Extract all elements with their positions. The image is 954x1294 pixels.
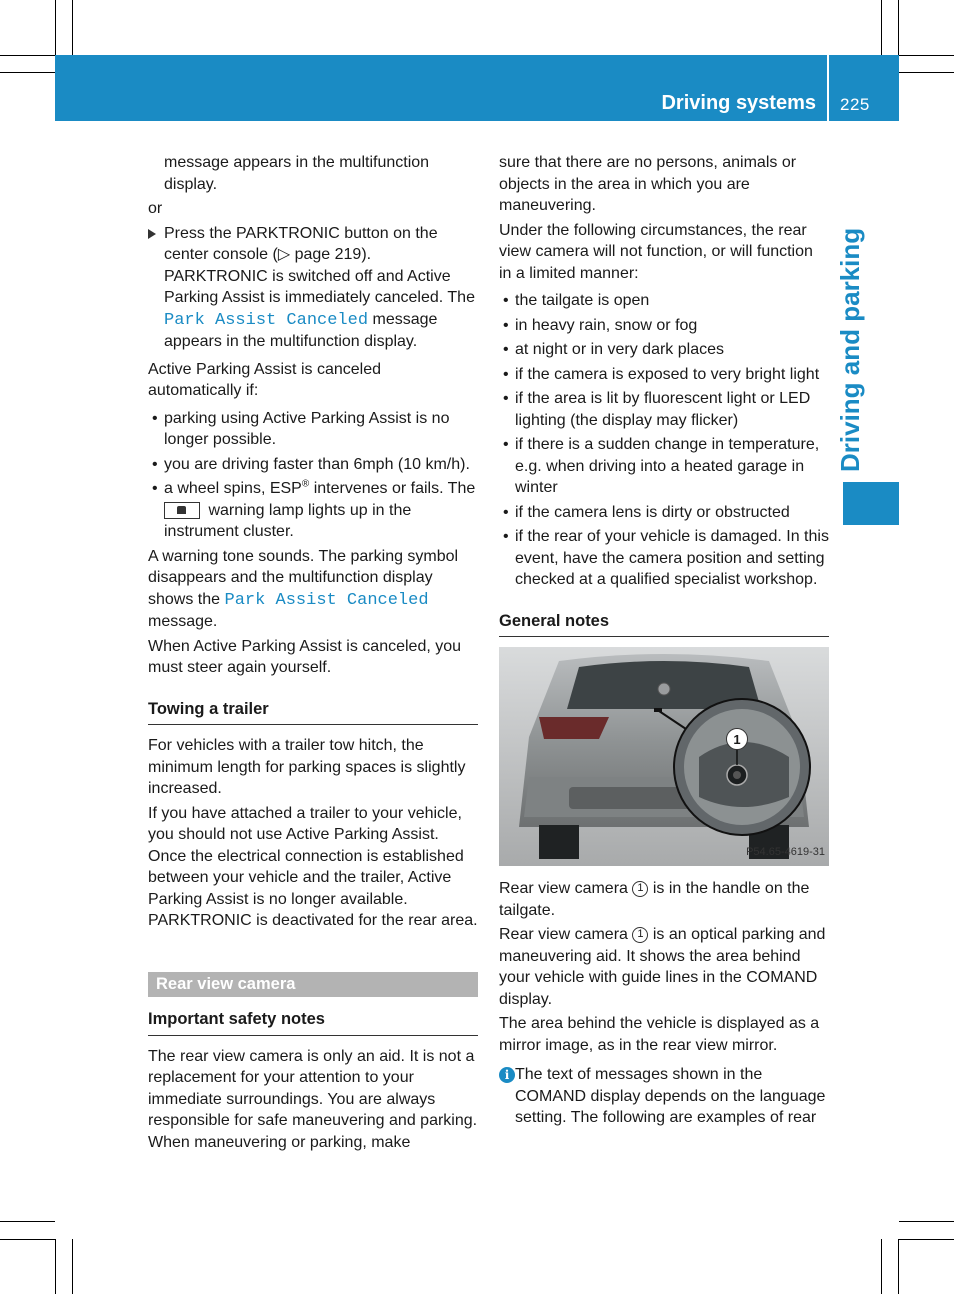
info-note <box>499 1064 829 1129</box>
paragraph: The area behind the vehicle is displayed as a mirror image, as in the rear view mirror. <box>499 1015 820 1054</box>
crop-mark <box>72 1239 73 1294</box>
general-notes-heading: General notes <box>499 611 829 638</box>
list-item: • if there is a sudden change in temperature, e.g. when driving into a heated garage in winter <box>499 434 829 499</box>
crop-mark <box>881 1239 882 1294</box>
list-item <box>148 478 478 543</box>
header-divider <box>827 55 829 121</box>
crop-mark <box>0 1239 55 1240</box>
paragraph-text: is an optical parking and maneuvering aid. It shows the area behind your vehicle with guide lines in the COMAND display. <box>499 926 826 1008</box>
cancel-conditions-list <box>148 408 478 543</box>
display-message: Park Assist Canceled <box>164 310 369 330</box>
bullet-text: warning lamp lights up in the instrument cluster. <box>164 501 412 540</box>
list-item: • if the camera is exposed to very bright light <box>499 364 829 386</box>
crop-mark <box>0 55 55 56</box>
paragraph: message appears in the multifunction display. <box>164 154 430 193</box>
tone-text: A warning tone sounds. The parking symbol disappears and the multifunction display shows the <box>148 547 459 608</box>
paragraph-text: Rear view camera <box>499 926 628 943</box>
image-code: P54.65-4619-31 <box>746 845 825 858</box>
caption-text: is in the handle on the tailgate. <box>499 880 810 919</box>
step-msg-pre: The <box>447 289 475 306</box>
vehicle-rear-illustration <box>499 647 829 866</box>
towing-heading: Towing a trailer <box>148 699 478 726</box>
list-item: • at night or in very dark places <box>499 339 829 361</box>
list-item: • you are driving faster than 6mph (10 km/h). <box>148 454 478 476</box>
list-item: • if the rear of your vehicle is damaged. In this event, have the camera position and setting checked at a qualified specialist workshop. <box>499 526 829 591</box>
registered-mark: ® <box>301 478 310 490</box>
crop-mark <box>898 1239 899 1294</box>
crop-mark <box>72 0 73 55</box>
crop-mark <box>899 55 954 56</box>
caption <box>499 878 829 921</box>
callout-ref: 1 <box>632 927 648 943</box>
chapter-side-label: Driving and parking <box>835 227 865 472</box>
esp-warning-lamp-icon <box>164 502 200 519</box>
crop-mark <box>899 1221 954 1222</box>
caption-text: Rear view camera <box>499 880 628 897</box>
paragraph: Under the following circumstances, the rear view camera will not function, or will function in a limited manner: <box>499 221 813 282</box>
paragraph <box>499 924 829 1010</box>
list-item: • the tailgate is open <box>499 290 829 312</box>
paragraph: The rear view camera is only an aid. It is not a replacement for your attention to your immediate surroundings. You are always responsible for safe maneuvering and parking. When maneuvering or parking, make <box>148 1047 478 1151</box>
or-text: or <box>148 200 163 217</box>
info-text: The text of messages shown in the COMAND display depends on the language setting. The following are examples of rear <box>515 1066 826 1126</box>
step-text: Press the PARKTRONIC button on the center console (▷ page 219). PARKTRONIC is switched off and Active Parking Assist is immediately canceled. <box>164 224 451 306</box>
bullet-text: a wheel spins, ESP <box>164 480 302 497</box>
callout-ref: 1 <box>632 881 648 897</box>
paragraph <box>148 546 478 633</box>
callout-marker: 1 <box>726 728 748 750</box>
paragraph: Active Parking Assist is canceled automatically if: <box>148 360 381 399</box>
tone-text-end: message. <box>148 613 218 630</box>
safety-heading: Important safety notes <box>148 1009 478 1036</box>
list-item: • in heavy rain, snow or fog <box>499 315 829 337</box>
crop-mark <box>899 72 954 73</box>
instruction-step <box>148 223 478 353</box>
crop-mark <box>0 72 55 73</box>
step-arrow-icon <box>148 229 156 239</box>
paragraph: sure that there are no persons, animals or objects in the area in which you are maneuvering. <box>499 154 797 214</box>
crop-mark <box>881 0 882 55</box>
section-title: Driving systems <box>661 92 816 114</box>
paragraph: When Active Parking Assist is canceled, you must steer again yourself. <box>148 637 462 676</box>
limitations-list <box>499 290 829 591</box>
rear-camera-photo <box>499 647 829 866</box>
paragraph: For vehicles with a trailer tow hitch, the minimum length for parking spaces is slightly increased. <box>148 737 466 797</box>
paragraph: If you have attached a trailer to your vehicle, you should not use Active Parking Assist. Once the electrical connection is established between your vehicle and the trailer, Active Parking Assist is no longer available. PARKTRONIC is deactivated for the rear area. <box>148 804 478 929</box>
list-item: • if the area is lit by fluorescent light or LED lighting (the display may flicker) <box>499 388 829 431</box>
step-msg-post: message appears in the multifunction display. <box>164 310 438 350</box>
list-item: • if the camera lens is dirty or obstructed <box>499 502 829 524</box>
crop-mark <box>898 0 899 55</box>
bullet-text: intervenes or fails. The <box>313 480 476 497</box>
page-number: 225 <box>840 95 870 114</box>
list-item: • parking using Active Parking Assist is no longer possible. <box>148 408 478 451</box>
crop-mark <box>55 0 56 55</box>
crop-mark <box>899 1239 954 1240</box>
right-column <box>499 152 829 1129</box>
left-column <box>148 152 478 1156</box>
chapter-tab <box>843 482 899 525</box>
crop-mark <box>0 1221 55 1222</box>
display-message: Park Assist Canceled <box>224 590 429 610</box>
crop-mark <box>55 1239 56 1294</box>
section-heading: Rear view camera <box>148 972 478 998</box>
info-icon: i <box>499 1067 515 1083</box>
